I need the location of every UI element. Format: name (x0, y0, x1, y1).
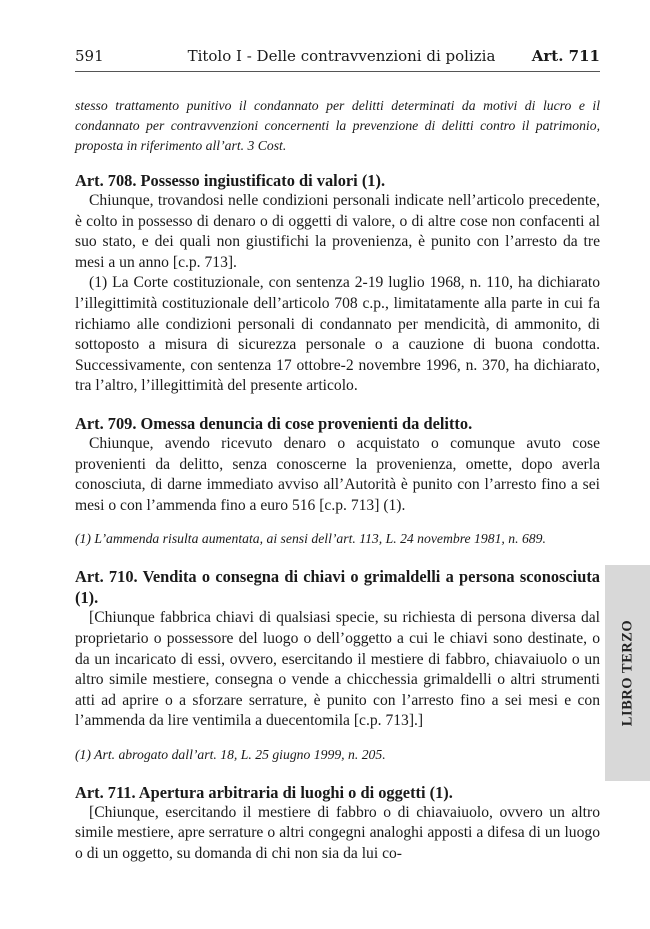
article-708-body: Chiunque, trovandosi nelle condizioni personali indicate nell’articolo precedente, è colto in possesso di denaro o di oggetti di valore, o di altre cose non confacenti al suo stato, e dei quali non giustifichi la provenienza, è punito con l’arresto da tre mesi a un anno [c.p. 713]. (75, 192, 600, 271)
page-content (75, 96, 600, 865)
header-article: Art. 711 (531, 47, 600, 65)
header-title: Titolo I - Delle contravvenzioni di polizia (187, 47, 496, 65)
header-rule (75, 71, 600, 72)
libro-terzo-tab (605, 565, 650, 781)
article-711 (75, 782, 600, 865)
article-708 (75, 170, 600, 397)
article-710-heading: Art. 710. Vendita o consegna di chiavi o grimaldelli a persona sconosciuta (1). (75, 567, 600, 608)
article-708-heading: Art. 708. Possesso ingiustificato di valori (1). (75, 171, 386, 190)
article-709-body: Chiunque, avendo ricevuto denaro o acquistato o comunque avuto cose provenienti da delitto, senza conoscerne la provenienza, omette, dopo averla conosciuta, di darne immediato avviso all’Autorità è punito con l’arresto fino a sei mesi o con l’ammenda fino a euro 516 [c.p. 713] (1). (75, 434, 600, 514)
tab-label: LIBRO TERZO (619, 619, 635, 727)
article-710 (75, 566, 600, 765)
top-note: stesso trattamento punitivo il condannato per delitti determinati da motivi di lucro e il condannato per contravvenzioni concernenti la prevenzione di delitti contro il patrimonio, proposta in riferimento all’art. 3 Cost. (75, 98, 600, 153)
article-710-body: [Chiunque fabbrica chiavi di qualsiasi specie, su richiesta di persona diversa dal proprietario o possessore del luogo o dell’oggetto a cui le chiavi sono destinate, o da un incaricato di essi, ovvero, esercitando il mestiere di fabbro, chiavaiuolo o un altro simile mestiere, consegna o vende a chicchessia grimaldelli o altri strumenti atti ad aprire o a sforzare serrature, è punito con l’arresto fino a sei mesi e con l’ammenda da lire ventimila a duecentomila [c.p. 713].] (75, 609, 600, 730)
article-711-heading: Art. 711. Apertura arbitraria di luoghi o di oggetti (1). (75, 782, 453, 802)
page-number: 591 (75, 47, 104, 65)
article-710-note: (1) Art. abrogato dall’art. 18, L. 25 giugno 1999, n. 205. (75, 746, 386, 762)
article-711-body: [Chiunque, esercitando il mestiere di fabbro o di chiavaiuolo, ovvero un altro simile mestiere, apre serrature o altri congegni analoghi apposti a difesa di un luogo o di un oggetto, su domanda di chi non sia da lui co- (75, 803, 600, 863)
article-709-note: (1) L’ammenda risulta aumentata, ai sensi dell’art. 113, L. 24 novembre 1981, n. 689. (75, 531, 546, 547)
article-709 (75, 413, 600, 549)
article-709-heading: Art. 709. Omessa denuncia di cose provenienti da delitto. (75, 413, 473, 433)
article-708-note: (1) La Corte costituzionale, con sentenza 2-19 luglio 1968, n. 110, ha dichiarato l’illegittimità costituzionale dell’articolo 708 c.p., limitatamente alla parte in cui fa richiamo alle condizioni personali di condannato per mendicità, di ammonito, di sottoposto a misura di sicurezza personale o a cauzione di buona condotta. Successivamente, con sentenza 17 ottobre-2 novembre 1996, n. 370, ha dichiarato, tra l’altro, l’illegittimità del presente articolo. (75, 274, 600, 395)
running-header (75, 44, 600, 68)
